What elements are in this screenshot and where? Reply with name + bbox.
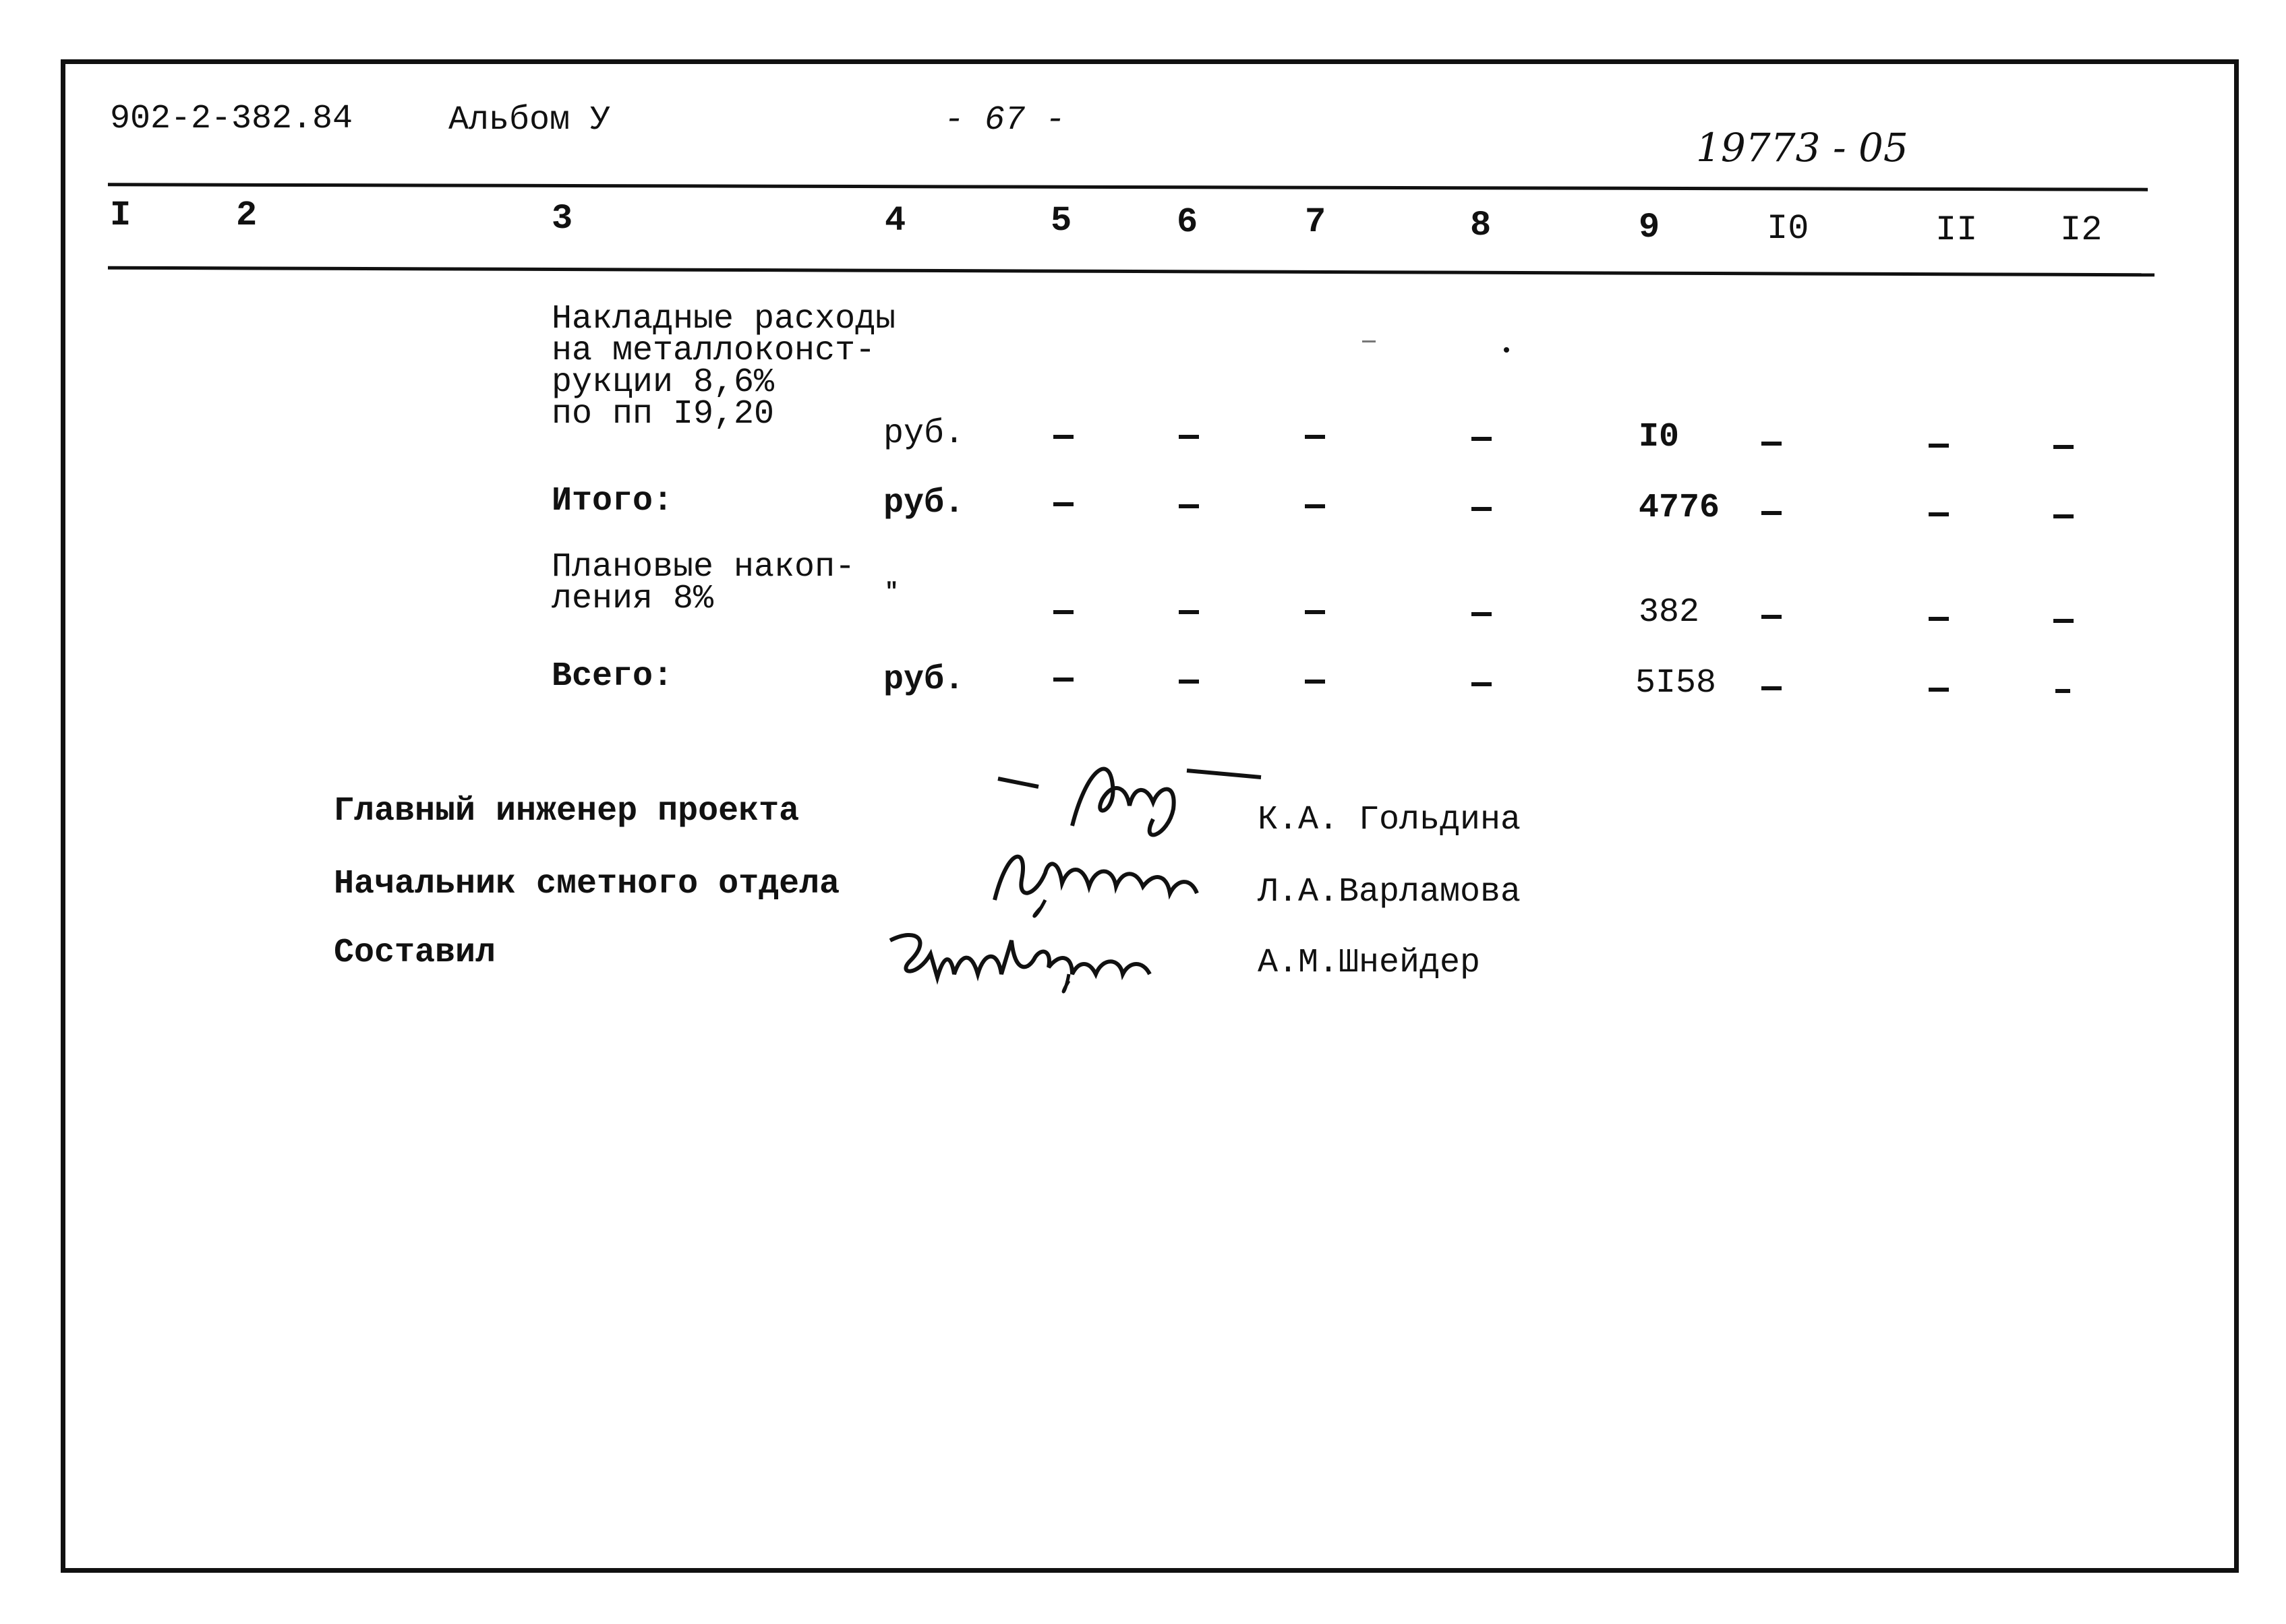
- signature-name-1: К.А. Гольдина: [1258, 801, 1521, 839]
- table-row-4-c5: [1053, 678, 1074, 682]
- signature-name-2: Л.А.Варламова: [1258, 873, 1521, 911]
- signature-position-2: Начальник сметного отдела: [334, 865, 840, 903]
- table-row-2-c7: [1305, 504, 1325, 508]
- table-row-2-c8: [1471, 507, 1492, 511]
- table-row-3-c6: [1179, 610, 1199, 614]
- table-row-1-name: [552, 300, 896, 433]
- album-label: Альбом У: [448, 101, 611, 140]
- row-3-name-line: ления 8%: [552, 580, 714, 618]
- table-row-4-name: Всего:: [552, 657, 674, 696]
- table-row-3-c9: 382: [1639, 593, 1700, 632]
- table-row-3-c12: [2053, 619, 2074, 623]
- table-row-4-c7: [1305, 680, 1325, 684]
- column-number-11: II: [1935, 210, 1978, 250]
- table-row-3-c5: [1053, 610, 1074, 614]
- signature-scribble-1: [991, 745, 1274, 846]
- table-row-1-c11: [1929, 444, 1949, 448]
- row-1-name-line: на металлоконст-: [552, 332, 876, 370]
- table-row-2-c10: [1761, 511, 1782, 515]
- column-number-5: 5: [1051, 201, 1072, 241]
- signature-position-3: Составил: [334, 934, 496, 972]
- table-row-2-c6: [1179, 504, 1199, 508]
- table-row-3-c7: [1305, 610, 1325, 614]
- column-number-10: I0: [1767, 209, 1809, 249]
- table-row-3-name: [552, 548, 856, 618]
- row-3-name-line: Плановые накоп-: [552, 548, 856, 587]
- column-number-3: 3: [552, 199, 573, 239]
- column-number-8: 8: [1470, 206, 1492, 245]
- table-row-3-c11: [1929, 617, 1949, 621]
- signature-scribble-3: [877, 913, 1173, 1001]
- table-row-1-c10: [1761, 442, 1782, 446]
- signature-position-1: Главный инженер проекта: [334, 792, 800, 831]
- table-row-2-c9: 4776: [1639, 489, 1720, 527]
- table-row-1-c9: I0: [1639, 418, 1680, 456]
- doc-code: 902-2-382.84: [110, 100, 353, 138]
- column-number-1: I: [110, 196, 131, 235]
- column-number-4: 4: [885, 201, 906, 241]
- table-row-2-c11: [1929, 512, 1949, 516]
- handwritten-number: 19773 - 05: [1696, 125, 1908, 171]
- table-row-4-unit: руб.: [883, 661, 965, 699]
- table-row-3-c8: [1471, 612, 1492, 616]
- table-row-2-c12: [2053, 514, 2074, 518]
- table-row-3-c10: [1761, 615, 1782, 619]
- table-row-1-c6: [1179, 435, 1199, 439]
- table-row-3-unit: ": [885, 580, 899, 605]
- table-row-1-c12: [2053, 445, 2074, 449]
- column-number-9: 9: [1639, 208, 1660, 247]
- table-row-4-c8: [1471, 682, 1492, 686]
- table-row-1-c5: [1053, 435, 1074, 439]
- table-row-2-c5: [1053, 502, 1074, 506]
- table-row-4-c10: [1761, 686, 1782, 690]
- stray-dot: [1504, 347, 1509, 353]
- table-row-1-c8: [1471, 437, 1492, 441]
- signature-name-3: А.М.Шнейдер: [1258, 944, 1481, 982]
- row-1-name-line: по пп I9,20: [552, 395, 775, 433]
- table-row-4-c6: [1179, 680, 1199, 684]
- table-row-1-c7: [1305, 435, 1325, 439]
- stray-mark: [1362, 340, 1376, 342]
- row-1-name-line: рукции 8,6%: [552, 363, 775, 402]
- table-row-4-c11: [1929, 688, 1949, 692]
- signature-scribble-2: [981, 833, 1210, 920]
- page-number: - 67 -: [944, 101, 1066, 140]
- table-row-2-name: Итого:: [552, 482, 674, 520]
- table-row-4-c12: [2055, 689, 2070, 693]
- table-row-1-unit: руб.: [883, 415, 965, 453]
- row-1-name-line: Накладные расходы: [552, 300, 896, 338]
- table-row-4-c9: 5I58: [1635, 664, 1717, 702]
- column-number-6: 6: [1177, 202, 1198, 242]
- column-number-12: I2: [2060, 210, 2103, 250]
- column-number-7: 7: [1305, 202, 1326, 242]
- table-row-2-unit: руб.: [883, 484, 965, 522]
- column-number-2: 2: [236, 196, 258, 235]
